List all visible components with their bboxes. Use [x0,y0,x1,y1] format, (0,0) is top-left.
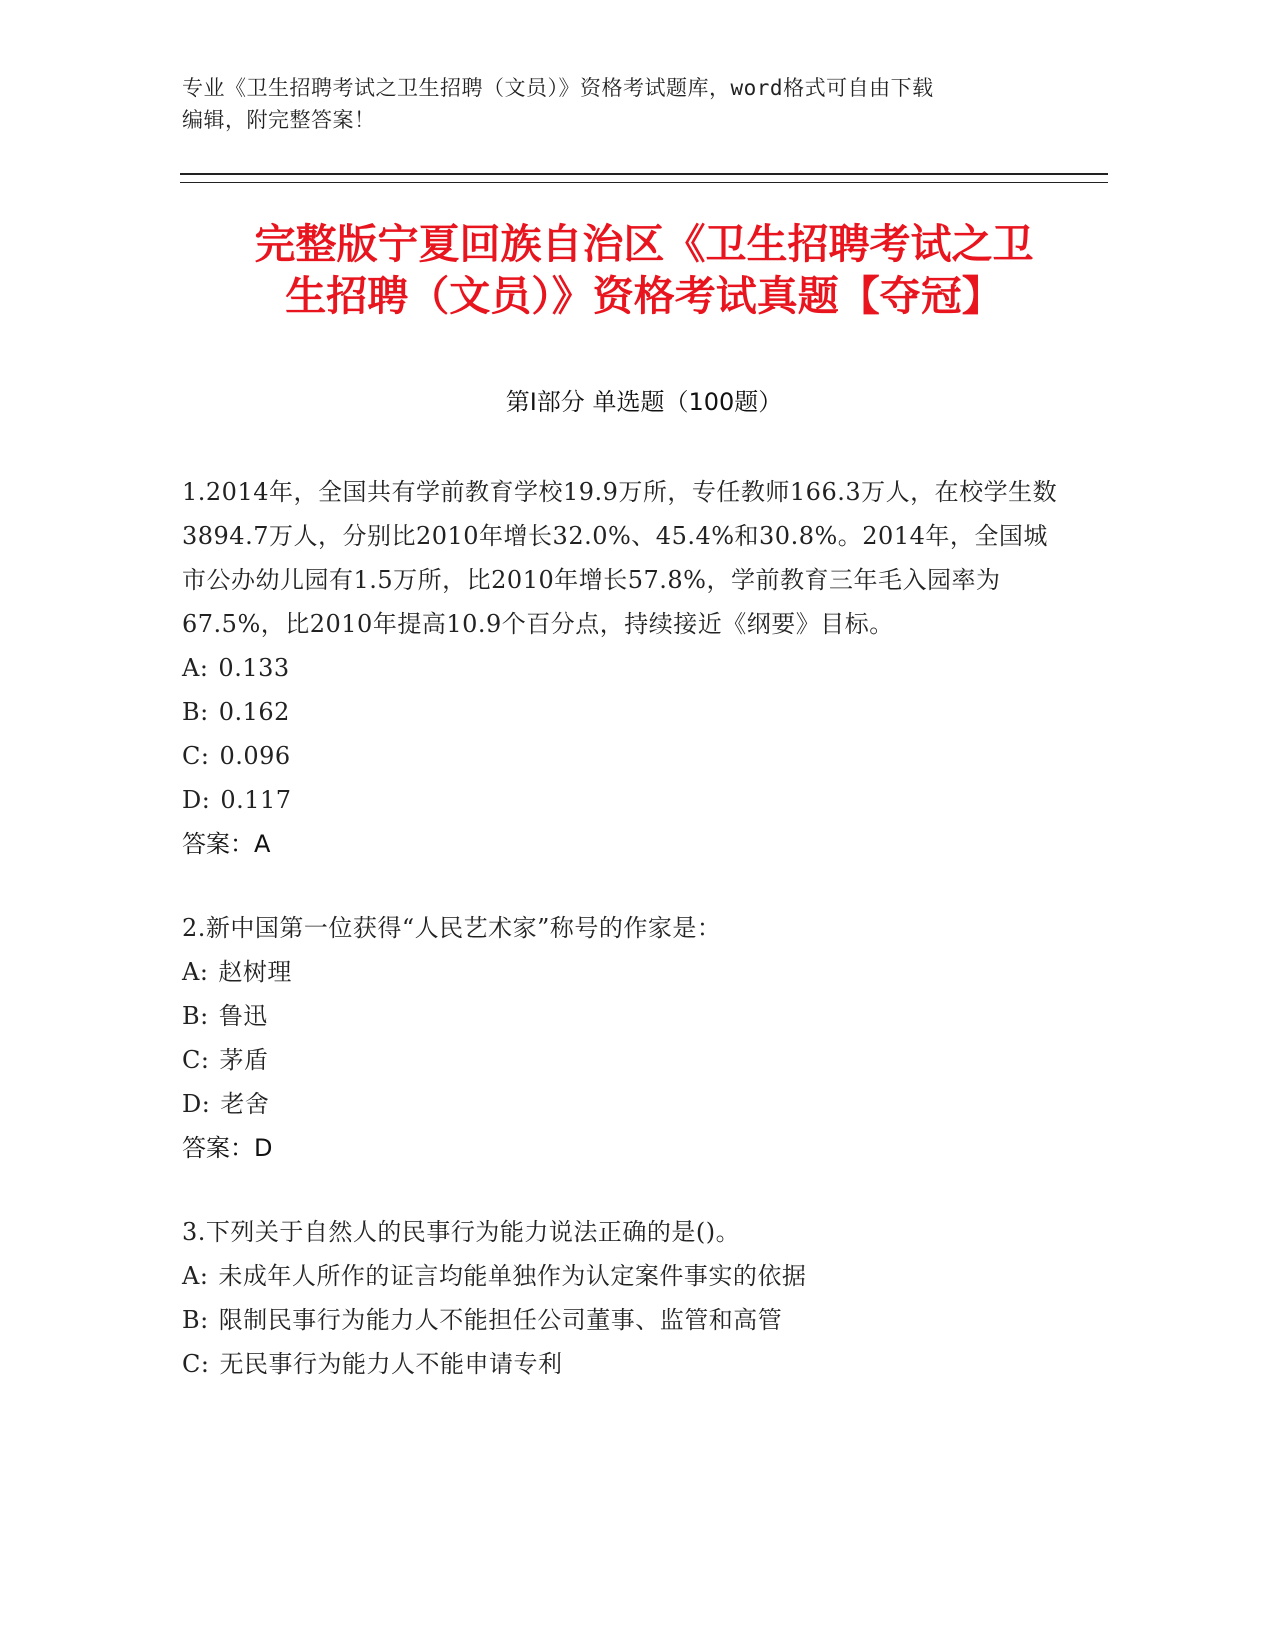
option-a [182,950,1062,994]
option-key: A: [182,1262,209,1290]
option-text: 茅盾 [219,1046,269,1074]
option-b [182,690,1062,734]
question-3 [182,1210,1062,1386]
option-d [182,778,1062,822]
option-key: A: [182,958,209,986]
option-text: 鲁迅 [218,1002,268,1030]
title-line-2: 生招聘（文员）》资格考试真题【夺冠】 [285,272,1003,320]
option-d [182,1082,1062,1126]
option-text: 0.117 [220,786,292,814]
page-header [182,72,1082,136]
option-key: C: [182,742,210,770]
question-2 [182,906,1062,1170]
option-key: C: [182,1046,210,1074]
option-key: A: [182,654,209,682]
option-a [182,646,1062,690]
question-stem: 1.2014年，全国共有学前教育学校19.9万所，专任教师166.3万人，在校学生数3894.7万人，分别比2010年增长32.0%、45.4%和30.8%。2014年，全国城市公办幼儿园有1.5万所，比2010年增长57.8%，学前教育三年毛入园率为67.5%，比2010年提高10.9个百分点，持续接近《纲要》目标。 [182,478,1058,638]
option-text: 未成年人所作的证言均能单独作为认定案件事实的依据 [218,1262,807,1290]
option-key: C: [182,1350,210,1378]
option-b [182,994,1062,1038]
option-key: D: [182,1090,211,1118]
option-key: D: [182,786,211,814]
answer-line: 答案：D [182,1134,273,1162]
document-title [180,218,1108,322]
option-text: 无民事行为能力人不能申请专利 [219,1350,563,1378]
question-1 [182,470,1062,866]
option-text: 0.096 [219,742,291,770]
option-text: 0.162 [218,698,290,726]
question-stem: 3.下列关于自然人的民事行为能力说法正确的是()。 [182,1218,741,1246]
option-b [182,1298,1062,1342]
option-text: 0.133 [218,654,290,682]
answer-line: 答案：A [182,830,271,858]
header-rule-thick [180,173,1108,175]
question-list [182,470,1062,1426]
header-line-1: 专业《卫生招聘考试之卫生招聘（文员）》资格考试题库，word格式可自由下载 [182,76,934,100]
option-key: B: [182,1002,209,1030]
option-c [182,734,1062,778]
option-c [182,1038,1062,1082]
option-text: 老舍 [220,1090,270,1118]
question-stem: 2.新中国第一位获得“人民艺术家”称号的作家是： [182,914,722,942]
title-line-1: 完整版宁夏回族自治区《卫生招聘考试之卫 [254,220,1034,268]
option-key: B: [182,698,209,726]
option-key: B: [182,1306,209,1334]
option-c [182,1342,1062,1386]
header-rule-thin [180,182,1108,183]
section-heading: 第Ⅰ部分 单选题（100题） [505,388,783,416]
option-text: 赵树理 [218,958,292,986]
option-text: 限制民事行为能力人不能担任公司董事、监管和高管 [218,1306,783,1334]
header-line-2: 编辑，附完整答案！ [182,108,376,132]
option-a [182,1254,1062,1298]
